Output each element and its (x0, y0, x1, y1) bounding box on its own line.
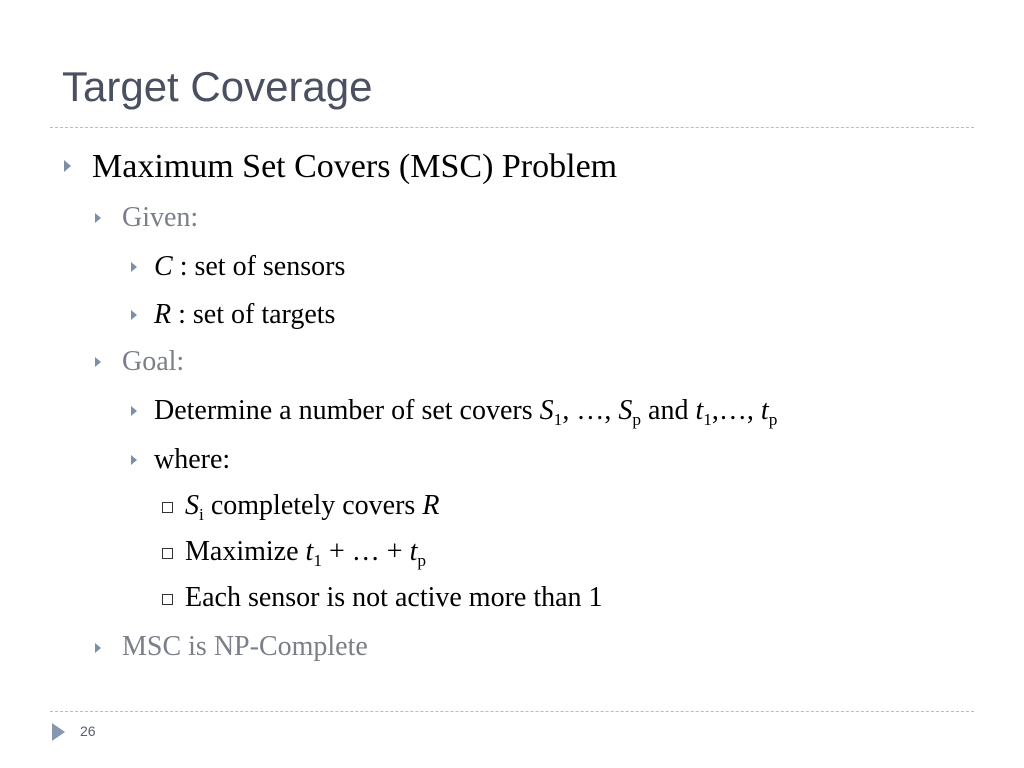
t-variable: t (695, 395, 704, 426)
subscript: 1 (703, 410, 712, 430)
maximize-text: Maximize (185, 536, 306, 567)
determine-text: Determine a number of set covers (154, 395, 540, 426)
goal-label: Goal: (122, 346, 185, 377)
s-variable: S (185, 490, 199, 521)
bullet-arrow-icon (131, 310, 137, 320)
subscript: 1 (313, 551, 322, 571)
s-variable: S (618, 395, 633, 426)
square-bullet-icon (162, 594, 173, 605)
bullet-arrow-icon (95, 643, 101, 653)
cover-text: completely covers (203, 490, 423, 521)
and-text: and (641, 395, 696, 426)
square-bullet-icon (162, 502, 173, 513)
subscript: i (199, 505, 204, 525)
condition-each-sensor: Each sensor is not active more than 1 (185, 582, 603, 613)
sum-text: + … + (322, 536, 410, 567)
c-variable: C (154, 251, 173, 282)
subscript: p (417, 551, 427, 571)
r-description: : set of targets (171, 299, 336, 330)
footer-divider (50, 711, 974, 712)
bullet-arrow-icon (131, 262, 137, 272)
subscript: p (768, 410, 778, 430)
np-complete-bullet: MSC is NP-Complete (122, 631, 368, 662)
c-description: : set of sensors (172, 251, 346, 282)
page-number: 26 (80, 723, 96, 739)
given-label: Given: (122, 202, 199, 233)
subscript: p (632, 410, 642, 430)
condition-cover (185, 490, 440, 525)
ellipsis-text: , …, (562, 395, 619, 426)
t-variable: t (305, 536, 314, 567)
footer-arrow-icon (52, 723, 65, 741)
title-divider (50, 127, 974, 128)
bullet-arrow-icon (131, 455, 137, 465)
r-variable: R (422, 490, 440, 521)
s-variable: S (539, 395, 554, 426)
condition-maximize (185, 536, 427, 571)
t-variable: t (409, 536, 418, 567)
main-bullet: Maximum Set Covers (MSC) Problem (92, 148, 618, 185)
bullet-arrow-icon (95, 357, 101, 367)
goal-determine (154, 395, 778, 430)
bullet-arrow-icon (95, 213, 101, 223)
bullet-arrow-icon (64, 160, 71, 172)
subscript: 1 (553, 410, 563, 430)
square-bullet-icon (162, 548, 173, 559)
bullet-arrow-icon (131, 406, 137, 416)
goal-where: where: (154, 444, 231, 475)
slide-title: Target Coverage (62, 63, 373, 110)
r-variable: R (154, 299, 172, 330)
given-item-c (154, 253, 345, 281)
ellipsis-text: ,…, (711, 395, 761, 426)
t-variable: t (760, 395, 769, 426)
given-item-r (154, 301, 335, 329)
